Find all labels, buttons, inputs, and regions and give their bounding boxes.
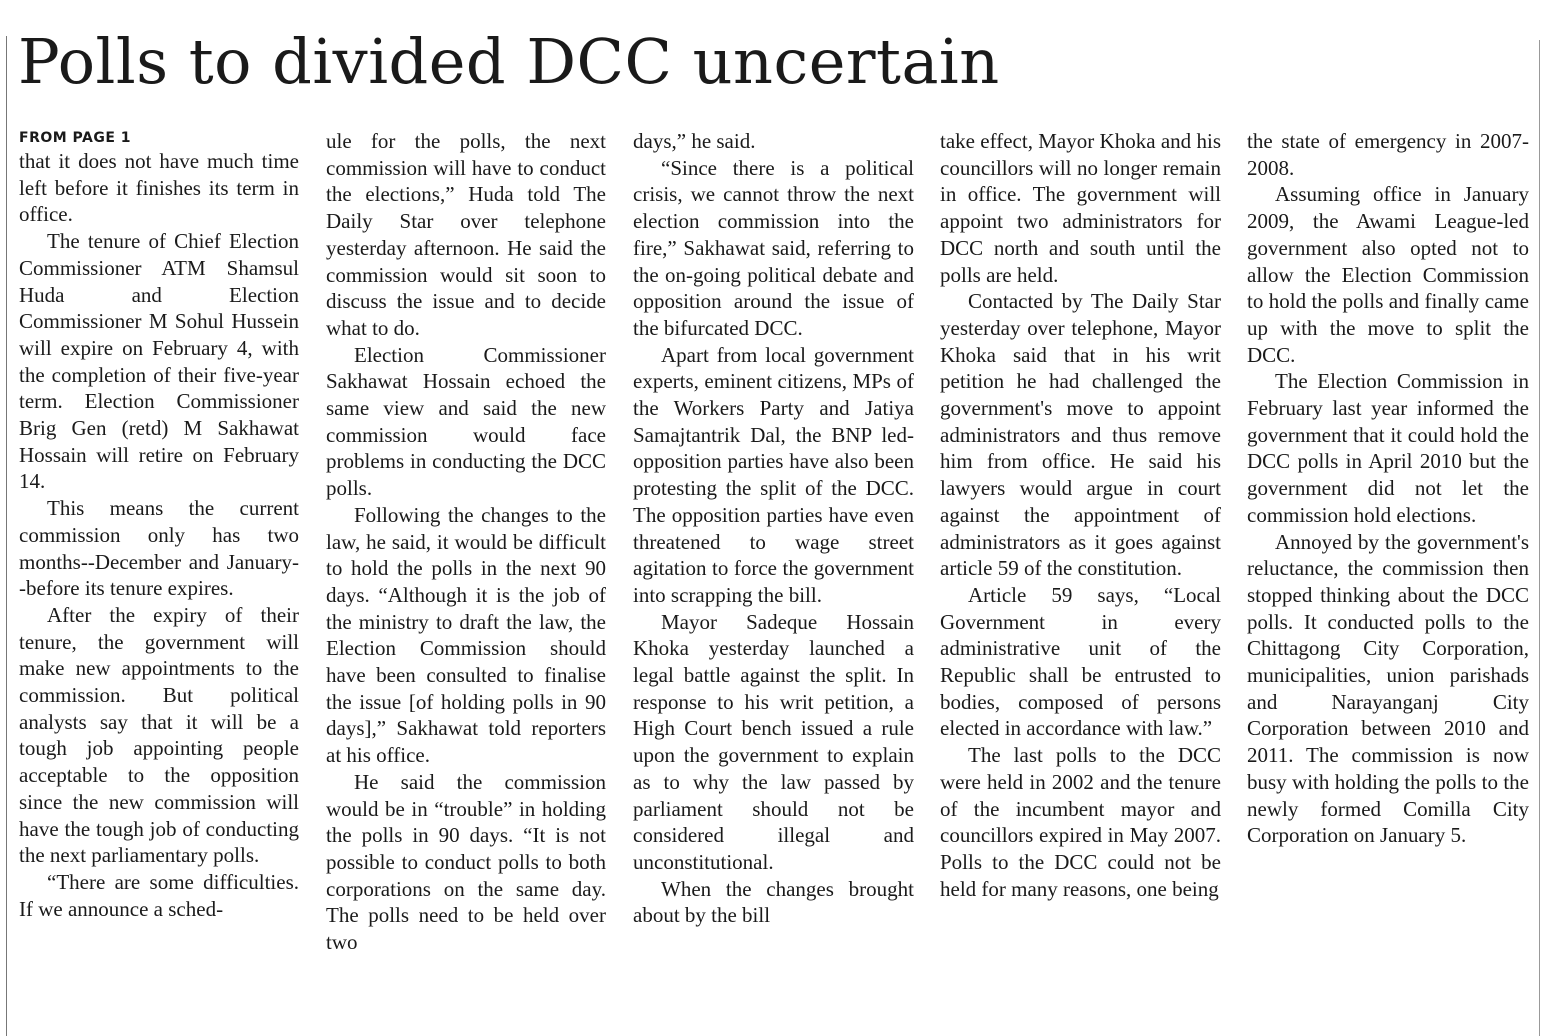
paragraph: Mayor Sadeque Hossain Khoka yesterday launched a legal battle against the split. In response to his writ petition, a High Court bench issued a rule upon the government to explain as to why the law passed by parliament should not be considered illegal and unconstitutional. [633,609,914,874]
paragraph: the state of emergency in 2007-2008. [1247,129,1529,180]
headline: Polls to divided DCC uncertain [18,25,1000,98]
paragraph: Election Commissioner Sakhawat Hossain echoed the same view and said the new commission would face problems in conducting the DCC polls. [326,342,606,501]
article-column-3 [633,128,914,1028]
paragraph: The Election Commission in February last year informed the government that it could hold the DCC polls in April 2010 but the government did not let the commission hold elections. [1247,369,1529,527]
paragraph: “There are some difficulties. If we announce a sched- [19,869,299,921]
paragraph: Contacted by The Daily Star yesterday over telephone, Mayor Khoka said that in his writ petition he had challenged the government's move to appoint administrators and thus remove him from office. He said his lawyers would argue in court against the appointment of administrators as it goes against article 59 of the constitution. [940,289,1221,581]
article-column-4 [940,128,1221,1028]
paragraph: The tenure of Chief Election Commissioner ATM Shamsul Huda and Election Commissioner M Sohul Hussein will expire on February 4, with the completion of their five-year term. Election Commissioner Brig Gen (retd) M Sakhawat Hossain will retire on February 14. [19,229,299,494]
paragraph: take effect, Mayor Khoka and his councillors will no longer remain in office. The government will appoint two administrators for DCC north and south until the polls are held. [940,129,1221,287]
right-column-rule [1539,40,1540,1036]
paragraph: Article 59 says, “Local Government in every administrative unit of the Republic shall be entrusted to bodies, composed of persons elected in accordance with law.” [940,582,1221,741]
paragraph: When the changes brought about by the bill [633,876,914,928]
paragraph: The last polls to the DCC were held in 2002 and the tenure of the incumbent mayor and councillors expired in May 2007. Polls to the DCC could not be held for many reasons, one being [940,743,1221,901]
left-column-rule [6,36,7,1036]
paragraph: that it does not have much time left before it finishes its term in office. [19,149,299,227]
kicker: FROM PAGE 1 [19,130,132,146]
paragraph: He said the commission would be in “trouble” in holding the polls in 90 days. “It is not possible to conduct polls to both corporations on the same day. The polls need to be held over two [326,769,606,955]
article-column-1 [19,128,299,1028]
article-column-5 [1247,128,1529,1028]
paragraph: After the expiry of their tenure, the government will make new appointments to the commission. But political analysts say that it will be a tough job appointing people acceptable to the opposition since the new commission will have the tough job of conducting the next parliamentary polls. [19,602,299,868]
paragraph: days,” he said. [633,129,756,153]
paragraph: Apart from local government experts, eminent citizens, MPs of the Workers Party and Jatiya Samajtantrik Dal, the BNP led-opposition parties have also been protesting the split of the DCC. The opposition parties have even threatened to wage street agitation to force the government into scrapping the bill. [633,342,914,607]
article-column-2 [326,128,606,1028]
paragraph: Assuming office in January 2009, the Awami League-led government also opted not to allow the Election Commission to hold the polls and finally came up with the move to split the DCC. [1247,182,1529,367]
paragraph: This means the current commission only has two months--December and January--before its tenure expires. [19,496,299,601]
paragraph: Following the changes to the law, he said, it would be difficult to hold the polls in the next 90 days. “Although it is the job of the ministry to draft the law, the Election Commission should have been consulted to finalise the issue [of holding polls in 90 days],” Sakhawat told reporters at his office. [326,502,606,768]
paragraph: Annoyed by the government's reluctance, the commission then stopped thinking about the DCC polls. It conducted polls to the Chittagong City Corporation, municipalities, union parishads and Narayanganj City Corporation between 2010 and 2011. The commission is now busy with holding the polls to the newly formed Comilla City Corporation on January 5. [1247,529,1529,848]
paragraph: ule for the polls, the next commission will have to conduct the elections,” Huda told The Daily Star over telephone yesterday afternoon. He said the commission would sit soon to discuss the issue and to decide what to do. [326,129,606,340]
paragraph: “Since there is a political crisis, we cannot throw the next election commission into the fire,” Sakhawat said, referring to the on-going political debate and opposition around the issue of the bifurcated DCC. [633,155,914,340]
